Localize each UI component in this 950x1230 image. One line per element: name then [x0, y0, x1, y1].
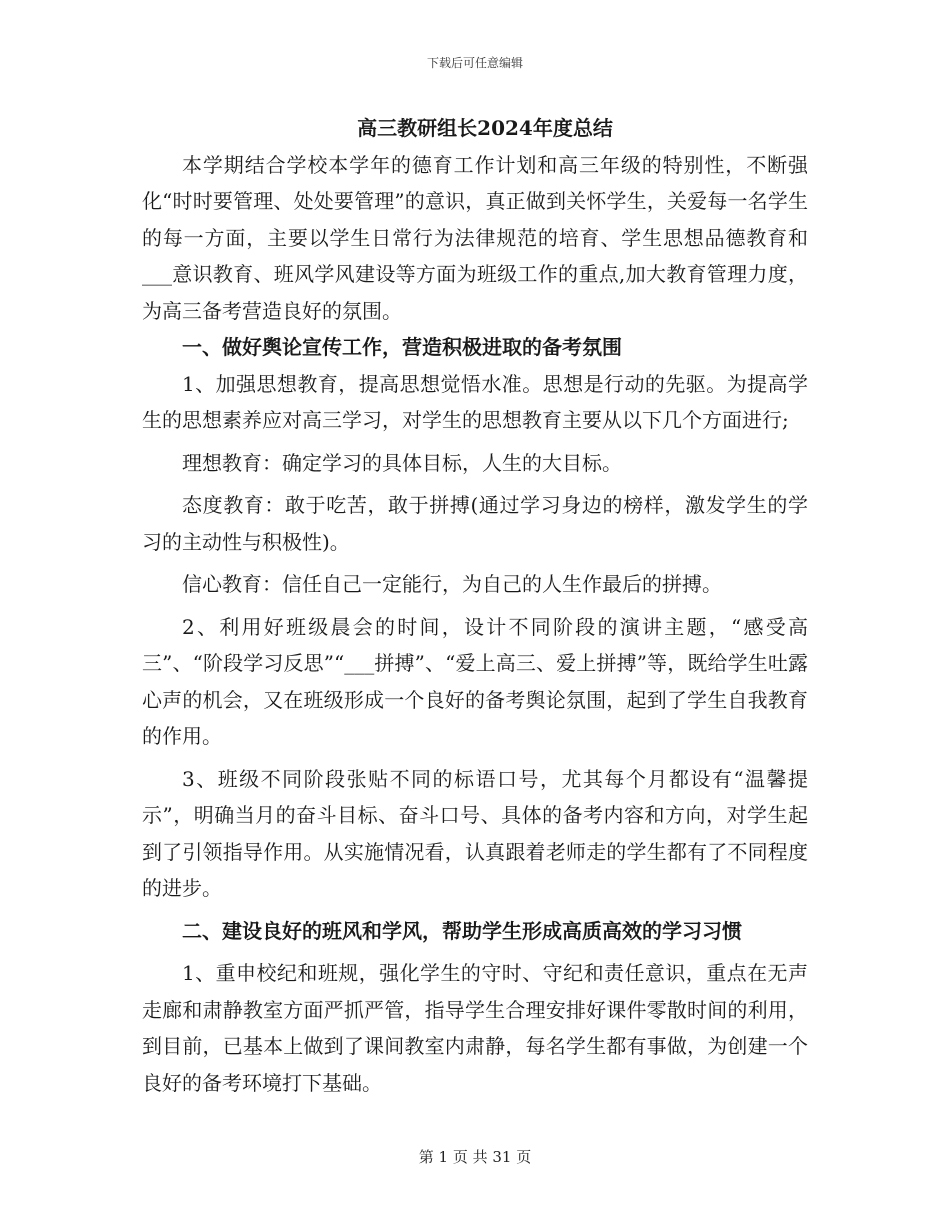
paragraph-ideal-education: 理想教育：确定学习的具体目标，人生的大目标。 — [182, 450, 622, 475]
page-header-note: 下载后可任意编辑 — [426, 56, 523, 70]
paragraph-2-1: 1、重申校纪和班规，强化学生的守时、守纪和责任意识，重点在无声走廊和肃静教室方面严抓严管，指导学生合理安排好课件零散时间的利用，到目前，已基本上做到了课间教室内肃静，每名学生都有事做，为创建一个良好的备考环境打下基础。 — [142, 961, 808, 1095]
paragraph-1-3: 3、班级不同阶段张贴不同的标语口号，尤其每个月都设有“温馨提示”，明确当月的奋斗目标、奋斗口号、具体的备考内容和方向，对学生起到了引领指导作用。从实施情况看，认真跟着老师走的学生都有了不同程度的进步。 — [142, 766, 808, 900]
section-heading-1: 一、做好舆论宣传工作，营造积极进取的备考氛围 — [182, 335, 622, 359]
section-heading-2: 二、建设良好的班风和学风，帮助学生形成高质高效的学习习惯 — [182, 918, 742, 943]
paragraph-attitude-education: 态度教育：敢于吃苦，敢于拼搏(通过学习身边的榜样，激发学生的学习的主动性与积极性)。 — [142, 493, 808, 554]
document-body — [142, 110, 808, 1101]
page-number: 第 1 页 共 31 页 — [418, 1148, 532, 1166]
paragraph-1-1: 1、加强思想教育，提高思想觉悟水准。思想是行动的先驱。为提高学生的思想素养应对高三学习，对学生的思想教育主要从以下几个方面进行; — [142, 371, 808, 432]
intro-paragraph: 本学期结合学校本学年的德育工作计划和高三年级的特别性，不断强化“时时要管理、处处要管理”的意识，真正做到关怀学生，关爱每一名学生的每一方面，主要以学生日常行为法律规范的培育、学生思想品德教育和___意识教育、班风学风建设等方面为班级工作的重点,加大教育管理力度，为高三备考营造良好的氛围。 — [142, 152, 808, 323]
paragraph-confidence-education: 信心教育：信任自己一定能行，为自己的人生作最后的拼搏。 — [182, 572, 722, 596]
paragraph-1-2: 2、利用好班级晨会的时间，设计不同阶段的演讲主题，“感受高三”、“阶段学习反思”“___拼搏”、“爱上高三、爱上拼搏”等，既给学生吐露心声的机会，又在班级形成一个良好的备考舆论氛围，起到了学生自我教育的作用。 — [142, 614, 808, 748]
document-title: 高三教研组长2024年度总结 — [357, 116, 613, 140]
